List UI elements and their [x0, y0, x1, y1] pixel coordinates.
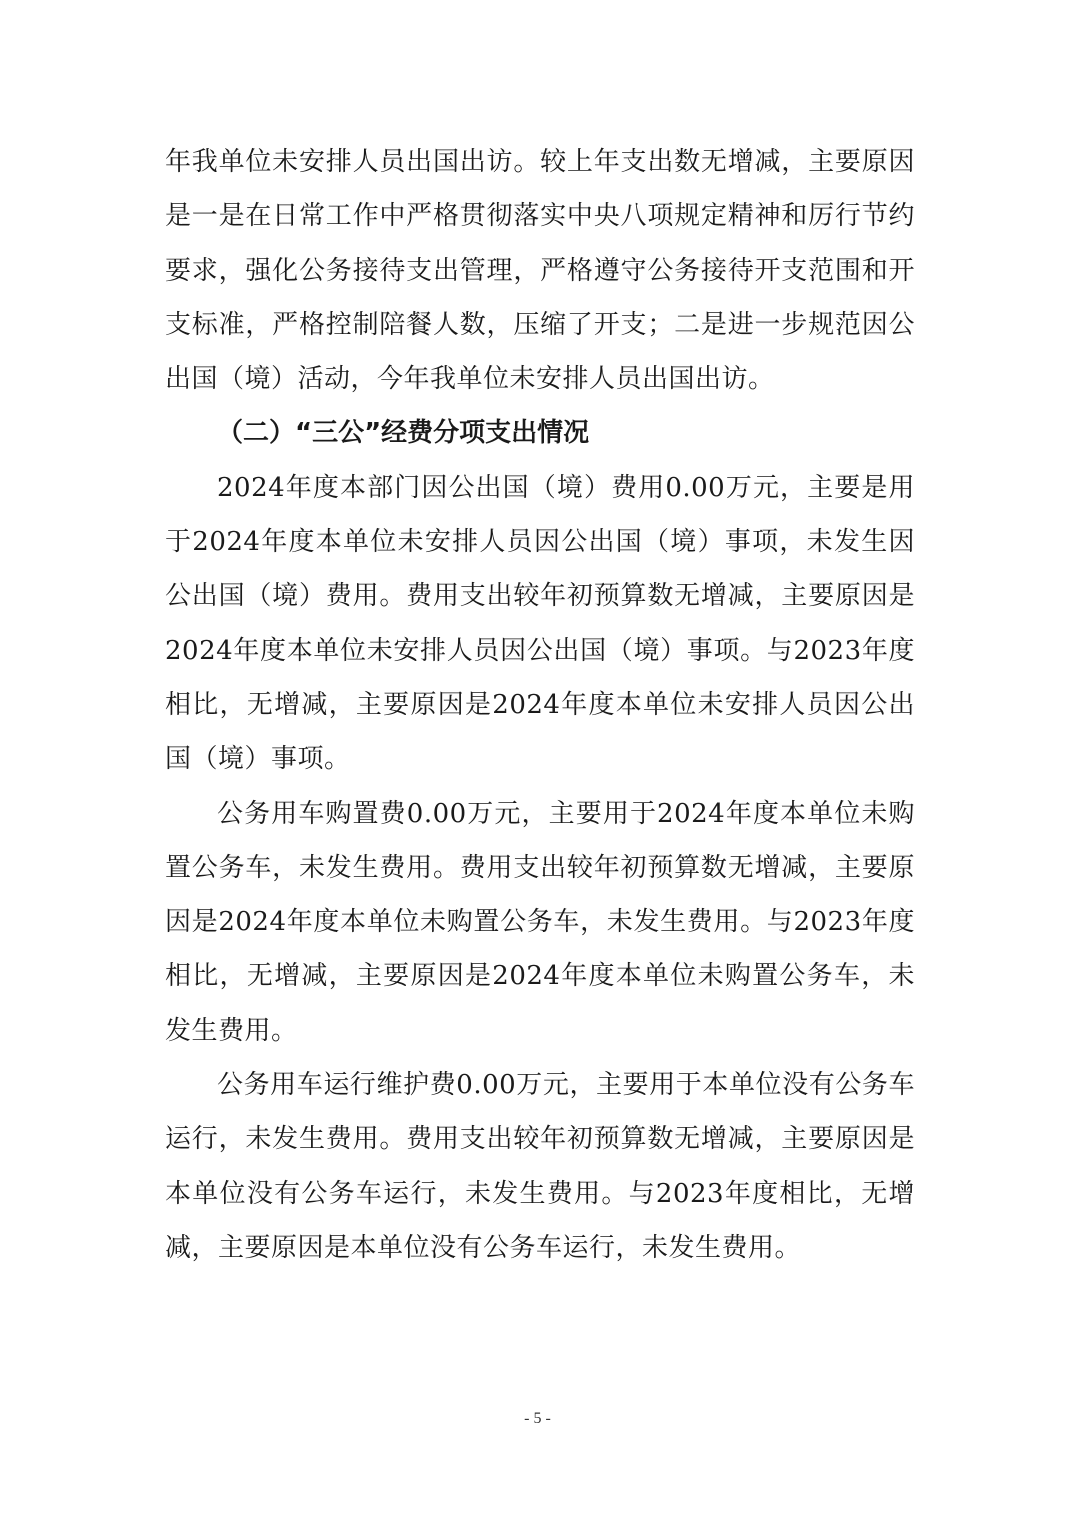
paragraph-vehicle-purchase: 公务用车购置费0.00万元，主要用于2024年度本单位未购置公务车，未发生费用。费用支出较年初预算数无增减，主要原因是2024年度本单位未购置公务车，未发生费用。与2023年度相比，无增减，主要原因是2024年度本单位未购置公务车，未发生费用。 [165, 798, 915, 1046]
section-heading-three-public-expenses: （二）“三公”经费分项支出情况 [217, 418, 590, 449]
paragraph-vehicle-operation: 公务用车运行维护费0.00万元，主要用于本单位没有公务车运行，未发生费用。费用支出较年初预算数无增减，主要原因是本单位没有公务车运行，未发生费用。与2023年度相比，无增减，主要原因是本单位没有公务车运行，未发生费用。 [165, 1070, 915, 1263]
paragraph-continuation: 年我单位未安排人员出国出访。较上年支出数无增减，主要原因是一是在日常工作中严格贯彻落实中央八项规定精神和厉行节约要求，强化公务接待支出管理，严格遵守公务接待开支范围和开支标准，严格控制陪餐人数，压缩了开支；二是进一步规范因公出国（境）活动，今年我单位未安排人员出国出访。 [165, 147, 915, 395]
document-body [165, 135, 915, 1275]
page-number: - 5 - [524, 1410, 551, 1427]
paragraph-overseas-travel: 2024年度本部门因公出国（境）费用0.00万元，主要是用于2024年度本单位未安排人员因公出国（境）事项，未发生因公出国（境）费用。费用支出较年初预算数无增减，主要原因是2024年度本单位未安排人员因公出国（境）事项。与2023年度相比，无增减，主要原因是2024年度本单位未安排人员因公出国（境）事项。 [165, 472, 915, 775]
